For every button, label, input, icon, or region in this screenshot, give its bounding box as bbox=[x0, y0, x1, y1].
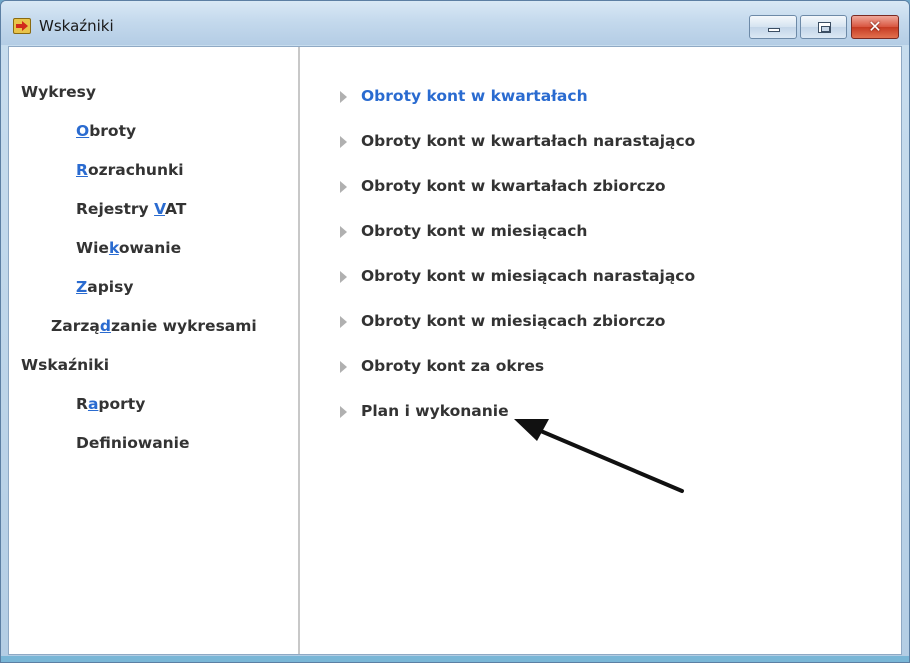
triangle-right-icon bbox=[340, 361, 347, 373]
sidebar-item-label-end: broty bbox=[89, 122, 137, 140]
sidebar-item-label-start: Rejestry bbox=[76, 200, 155, 218]
sidebar-item-access-key: a bbox=[87, 395, 99, 413]
sidebar-item[interactable] bbox=[76, 200, 186, 218]
sidebar-item-label-start: Wie bbox=[76, 239, 109, 257]
sidebar-item-access-key: O bbox=[76, 122, 90, 140]
minimize-icon bbox=[768, 28, 780, 32]
sidebar-item-access-key: Z bbox=[76, 278, 88, 296]
sidebar-item-label-end: AT bbox=[165, 200, 187, 218]
triangle-right-icon bbox=[340, 316, 347, 328]
sidebar-item-access-key: V bbox=[154, 200, 166, 218]
report-link-label: Obroty kont w kwartałach bbox=[361, 87, 588, 105]
sidebar-item[interactable] bbox=[76, 278, 133, 296]
triangle-right-icon bbox=[340, 226, 347, 238]
sidebar bbox=[9, 47, 300, 654]
close-icon: ✕ bbox=[868, 17, 882, 36]
sidebar-item[interactable] bbox=[76, 434, 190, 452]
client-area bbox=[8, 46, 902, 655]
sidebar-item[interactable] bbox=[76, 239, 181, 257]
sidebar-item-label-end: apisy bbox=[87, 278, 134, 296]
sidebar-item-label-start: Zarzą bbox=[51, 317, 100, 335]
sidebar-item[interactable] bbox=[51, 317, 257, 335]
window-title: Wskaźniki bbox=[39, 17, 114, 35]
triangle-right-icon bbox=[340, 181, 347, 193]
triangle-right-icon bbox=[340, 91, 347, 103]
sidebar-item[interactable] bbox=[76, 122, 136, 140]
sidebar-section-header: Wykresy bbox=[21, 83, 96, 101]
report-link-label: Obroty kont w miesiącach zbiorczo bbox=[361, 312, 666, 330]
sidebar-item-label-end: owanie bbox=[118, 239, 182, 257]
maximize-icon bbox=[818, 22, 831, 33]
sidebar-section-header: Wskaźniki bbox=[21, 356, 110, 374]
sidebar-item-label-end: ozrachunki bbox=[87, 161, 184, 179]
sidebar-item[interactable] bbox=[76, 161, 184, 179]
report-link-label: Obroty kont w miesiącach narastająco bbox=[361, 267, 696, 285]
app-arrow-icon bbox=[13, 18, 31, 34]
sidebar-item-label-start: Def bbox=[76, 434, 111, 452]
sidebar-item-access-key: R bbox=[76, 161, 88, 179]
sidebar-item-access-key: k bbox=[108, 239, 119, 257]
close-button[interactable] bbox=[851, 15, 899, 39]
sidebar-item[interactable] bbox=[76, 395, 145, 413]
report-link-label: Plan i wykonanie bbox=[361, 402, 509, 420]
report-link-label: Obroty kont w kwartałach narastająco bbox=[361, 132, 696, 150]
report-link-label: Obroty kont w miesiącach bbox=[361, 222, 588, 240]
triangle-right-icon bbox=[340, 406, 347, 418]
sidebar-item-label-end: porty bbox=[98, 395, 146, 413]
report-link-label: Obroty kont za okres bbox=[361, 357, 545, 375]
title-bar[interactable] bbox=[1, 1, 909, 45]
report-link-label: Obroty kont w kwartałach zbiorczo bbox=[361, 177, 666, 195]
sidebar-item-label-start: R bbox=[76, 395, 88, 413]
minimize-button[interactable] bbox=[749, 15, 797, 39]
sidebar-item-label-end: zanie wykresami bbox=[110, 317, 257, 335]
status-bar bbox=[1, 656, 909, 663]
maximize-button[interactable] bbox=[800, 15, 847, 39]
sidebar-item-label-end: niowanie bbox=[110, 434, 190, 452]
triangle-right-icon bbox=[340, 271, 347, 283]
report-list bbox=[300, 47, 901, 654]
sidebar-item-access-key: d bbox=[99, 317, 111, 335]
triangle-right-icon bbox=[340, 136, 347, 148]
